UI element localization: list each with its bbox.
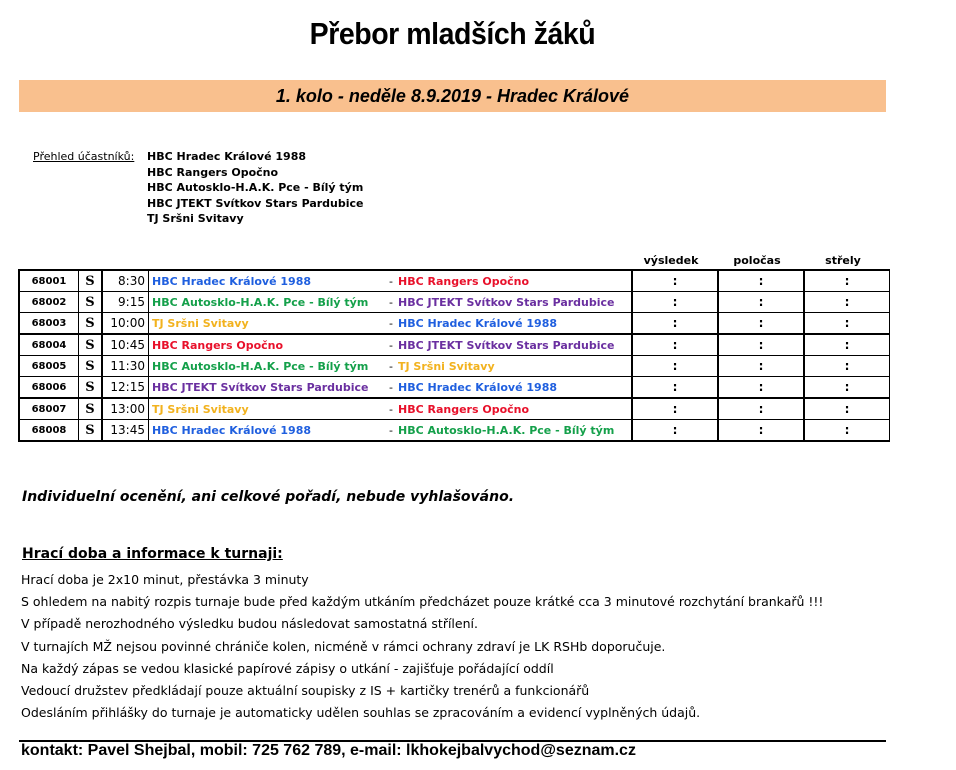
match-category: S (79, 313, 103, 335)
away-team: HBC Rangers Opočno (398, 398, 632, 420)
column-header-halftime: poločas (733, 254, 781, 267)
match-id: 68006 (19, 377, 79, 399)
away-team: HBC Rangers Opočno (398, 270, 632, 292)
match-id: 68005 (19, 356, 79, 377)
match-time: 10:45 (102, 334, 149, 356)
result-cell: : (632, 356, 718, 377)
shots-cell: : (804, 270, 890, 292)
halftime-cell: : (718, 334, 804, 356)
match-category: S (79, 420, 103, 442)
match-category: S (79, 334, 103, 356)
match-time: 13:00 (102, 398, 149, 420)
result-cell: : (632, 334, 718, 356)
halftime-cell: : (718, 377, 804, 399)
versus-separator: - (384, 398, 398, 420)
match-time: 12:15 (102, 377, 149, 399)
home-team: HBC Rangers Opočno (149, 334, 385, 356)
match-time: 13:45 (102, 420, 149, 442)
away-team: HBC JTEKT Svítkov Stars Pardubice (398, 334, 632, 356)
info-heading: Hrací doba a informace k turnaji: (22, 546, 283, 562)
match-row (19, 398, 890, 420)
participants-label: Přehled účastníků: (33, 150, 135, 163)
halftime-cell: : (718, 313, 804, 335)
match-row (19, 334, 890, 356)
match-time: 9:15 (102, 292, 149, 313)
match-row (19, 313, 890, 335)
home-team: TJ Sršni Svitavy (149, 398, 385, 420)
round-banner-text: 1. kolo - neděle 8.9.2019 - Hradec Králové (275, 86, 630, 106)
participant-item: HBC Hradec Králové 1988 (147, 150, 307, 163)
column-header-result: výsledek (643, 254, 699, 267)
versus-separator: - (384, 313, 398, 335)
column-header-shots: střely (825, 254, 861, 267)
info-list (21, 569, 823, 724)
away-team: HBC Autosklo-H.A.K. Pce - Bílý tým (398, 420, 632, 442)
versus-separator: - (384, 270, 398, 292)
match-id: 68004 (19, 334, 79, 356)
halftime-cell: : (718, 420, 804, 442)
away-team: HBC Hradec Králové 1988 (398, 377, 632, 399)
home-team: HBC Hradec Králové 1988 (149, 270, 385, 292)
info-line: Hrací doba je 2x10 minut, přestávka 3 minuty (21, 572, 309, 587)
shots-cell: : (804, 292, 890, 313)
halftime-cell: : (718, 356, 804, 377)
match-category: S (79, 292, 103, 313)
home-team: HBC Autosklo-H.A.K. Pce - Bílý tým (149, 292, 385, 313)
shots-cell: : (804, 398, 890, 420)
match-id: 68001 (19, 270, 79, 292)
match-time: 10:00 (102, 313, 149, 335)
halftime-cell: : (718, 398, 804, 420)
result-cell: : (632, 292, 718, 313)
info-line: Vedoucí družstev předkládají pouze aktuální soupisky z IS + kartičky trenérů a funkcionářů (21, 682, 590, 698)
match-time: 11:30 (102, 356, 149, 377)
match-id: 68008 (19, 420, 79, 442)
contact-info: kontakt: Pavel Shejbal, mobil: 725 762 789, e-mail: lkhokejbalvychod@seznam.cz (21, 742, 636, 759)
match-schedule-table (18, 269, 890, 442)
match-row (19, 420, 890, 442)
match-id: 68003 (19, 313, 79, 335)
versus-separator: - (384, 420, 398, 442)
halftime-cell: : (718, 292, 804, 313)
shots-cell: : (804, 377, 890, 399)
away-team: HBC JTEKT Svítkov Stars Pardubice (398, 292, 632, 313)
participant-item: TJ Sršni Svitavy (147, 212, 244, 225)
match-row (19, 292, 890, 313)
home-team: HBC Hradec Králové 1988 (149, 420, 385, 442)
shots-cell: : (804, 313, 890, 335)
match-row (19, 270, 890, 292)
shots-cell: : (804, 420, 890, 442)
match-category: S (79, 377, 103, 399)
info-line: Na každý zápas se vedou klasické papírové zápisy o utkání - zajišťuje pořádající oddíl (21, 660, 554, 676)
match-row (19, 356, 890, 377)
away-team: HBC Hradec Králové 1988 (398, 313, 632, 335)
result-cell: : (632, 420, 718, 442)
home-team: HBC Autosklo-H.A.K. Pce - Bílý tým (149, 356, 385, 377)
info-line: V případě nerozhodného výsledku budou následovat samostatná střílení. (21, 616, 478, 632)
home-team: TJ Sršni Svitavy (149, 313, 385, 335)
match-time: 8:30 (102, 270, 149, 292)
versus-separator: - (384, 334, 398, 356)
result-cell: : (632, 313, 718, 335)
versus-separator: - (384, 292, 398, 313)
result-cell: : (632, 398, 718, 420)
participant-item: HBC Autosklo-H.A.K. Pce - Bílý tým (147, 181, 364, 194)
round-banner (19, 80, 886, 112)
away-team: TJ Sršni Svitavy (398, 356, 632, 377)
halftime-cell: : (718, 270, 804, 292)
match-id: 68002 (19, 292, 79, 313)
info-line: V turnajích MŽ nejsou povinné chrániče kolen, nicméně v rámci ochrany zdraví je LK RSHb doporučuje. (21, 638, 666, 654)
match-row (19, 377, 890, 399)
versus-separator: - (384, 377, 398, 399)
match-category: S (79, 270, 103, 292)
participant-item: HBC Rangers Opočno (147, 165, 279, 179)
result-cell: : (632, 270, 718, 292)
match-id: 68007 (19, 398, 79, 420)
match-category: S (79, 398, 103, 420)
awards-notice: Individuelní ocenění, ani celkové pořadí, nebude vyhlašováno. (22, 489, 515, 505)
info-line: S ohledem na nabitý rozpis turnaje bude před každým utkáním předcházet pouze krátké cca 3 minutové rozchytání brankařů !!! (21, 594, 824, 610)
participant-item: HBC JTEKT Svítkov Stars Pardubice (147, 196, 364, 210)
participants-list (147, 149, 364, 227)
match-category: S (79, 356, 103, 377)
shots-cell: : (804, 356, 890, 377)
info-line: Odesláním přihlášky do turnaje je automaticky udělen souhlas se zpracováním a evidencí vyplněných údajů. (21, 705, 701, 721)
result-cell: : (632, 377, 718, 399)
shots-cell: : (804, 334, 890, 356)
page-title: Přebor mladších žáků (309, 16, 596, 51)
home-team: HBC JTEKT Svítkov Stars Pardubice (149, 377, 385, 399)
versus-separator: - (384, 356, 398, 377)
